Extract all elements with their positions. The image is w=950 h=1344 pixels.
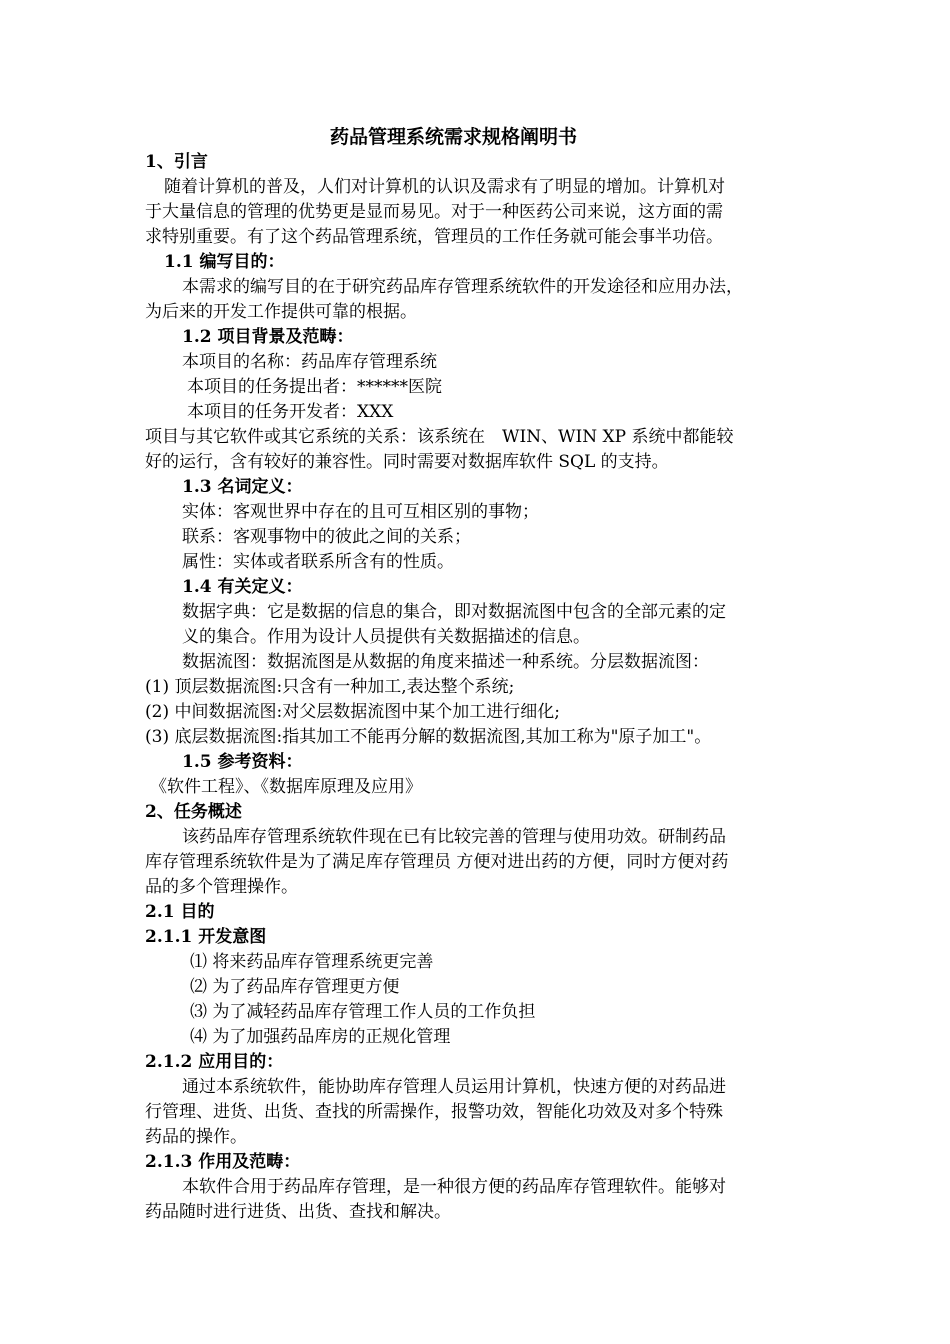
section-heading: 1、引言 bbox=[145, 152, 208, 172]
subsection-heading: 1.3 名词定义： bbox=[182, 477, 303, 497]
paragraph-line: 随着计算机的普及，人们对计算机的认识及需求有了明显的增加。计算机对 bbox=[164, 177, 725, 197]
paragraph-line: 好的运行，含有较好的兼容性。同时需要对数据库软件 SQL 的支持。 bbox=[145, 452, 669, 472]
list-item: (1) 顶层数据流图:只含有一种加工,表达整个系统; bbox=[145, 677, 515, 697]
definition-line: 联系：客观事物中的彼此之间的关系； bbox=[182, 527, 471, 547]
paragraph-line: 本项目的任务开发者：XXX bbox=[187, 402, 394, 422]
list-item: ⑴ 将来药品库存管理系统更完善 bbox=[190, 952, 434, 972]
section-heading: 2、任务概述 bbox=[145, 802, 242, 822]
paragraph-line: 求特别重要。有了这个药品管理系统，管理员的工作任务就可能会事半功倍。 bbox=[145, 227, 723, 247]
reference-line: 《软件工程》、《数据库原理及应用》 bbox=[150, 777, 422, 797]
paragraph-line: 本需求的编写目的在于研究药品库存管理系统软件的开发途径和应用办法， bbox=[182, 277, 743, 297]
subsection-heading: 1.4 有关定义： bbox=[182, 577, 303, 597]
subsection-heading: 2.1.1 开发意图 bbox=[145, 927, 267, 947]
subsection-heading: 2.1.2 应用目的： bbox=[145, 1052, 284, 1072]
paragraph-line: 本软件合用于药品库存管理，是一种很方便的药品库存管理软件。能够对 bbox=[182, 1177, 726, 1197]
list-item: (3) 底层数据流图:指其加工不能再分解的数据流图,其加工称为"原子加工"。 bbox=[145, 727, 712, 747]
paragraph-line: 品的多个管理操作。 bbox=[145, 877, 298, 897]
paragraph-line: 行管理、进货、出货、查找的所需操作，报警功效，智能化功效及对多个特殊 bbox=[145, 1102, 723, 1122]
paragraph-line: 于大量信息的管理的优势更是显而易见。对于一种医药公司来说，这方面的需 bbox=[145, 202, 723, 222]
definition-line: 实体：客观世界中存在的且可互相区别的事物； bbox=[182, 502, 539, 522]
definition-line: 属性：实体或者联系所含有的性质。 bbox=[182, 552, 454, 572]
subsection-heading: 1.1 编写目的： bbox=[164, 252, 285, 272]
definition-line: 数据字典：它是数据的信息的集合，即对数据流图中包含的全部元素的定 bbox=[182, 602, 726, 622]
definition-line: 数据流图：数据流图是从数据的角度来描述一种系统。分层数据流图： bbox=[182, 652, 709, 672]
paragraph-line: 为后来的开发工作提供可靠的根据。 bbox=[145, 302, 417, 322]
paragraph-line: 药品随时进行进货、出货、查找和解决。 bbox=[145, 1202, 451, 1222]
paragraph-line: 通过本系统软件，能协助库存管理人员运用计算机，快速方便的对药品进 bbox=[182, 1077, 726, 1097]
paragraph-line: 该药品库存管理系统软件现在已有比较完善的管理与使用功效。研制药品 bbox=[182, 827, 726, 847]
definition-line: 义的集合。作用为设计人员提供有关数据描述的信息。 bbox=[182, 627, 590, 647]
paragraph-line: 库存管理系统软件是为了满足库存管理员 方便对进出药的方便，同时方便对药 bbox=[145, 852, 729, 872]
subsection-heading: 1.2 项目背景及范畴： bbox=[182, 327, 354, 347]
paragraph-line: 药品的操作。 bbox=[145, 1127, 247, 1147]
list-item: (2) 中间数据流图:对父层数据流图中某个加工进行细化; bbox=[145, 702, 560, 722]
document-title: 药品管理系统需求规格阐明书 bbox=[330, 126, 578, 148]
list-item: ⑷ 为了加强药品库房的正规化管理 bbox=[190, 1027, 451, 1047]
paragraph-line: 项目与其它软件或其它系统的关系：该系统在 WIN、WIN XP 系统中都能较 bbox=[145, 427, 734, 447]
subsection-heading: 1.5 参考资料： bbox=[182, 752, 303, 772]
paragraph-line: 本项目的名称：药品库存管理系统 bbox=[182, 352, 437, 372]
list-item: ⑶ 为了减轻药品库存管理工作人员的工作负担 bbox=[190, 1002, 536, 1022]
subsection-heading: 2.1.3 作用及范畴： bbox=[145, 1152, 301, 1172]
paragraph-line: 本项目的任务提出者：******医院 bbox=[187, 377, 442, 397]
subsection-heading: 2.1 目的 bbox=[145, 902, 215, 922]
list-item: ⑵ 为了药品库存管理更方便 bbox=[190, 977, 400, 997]
